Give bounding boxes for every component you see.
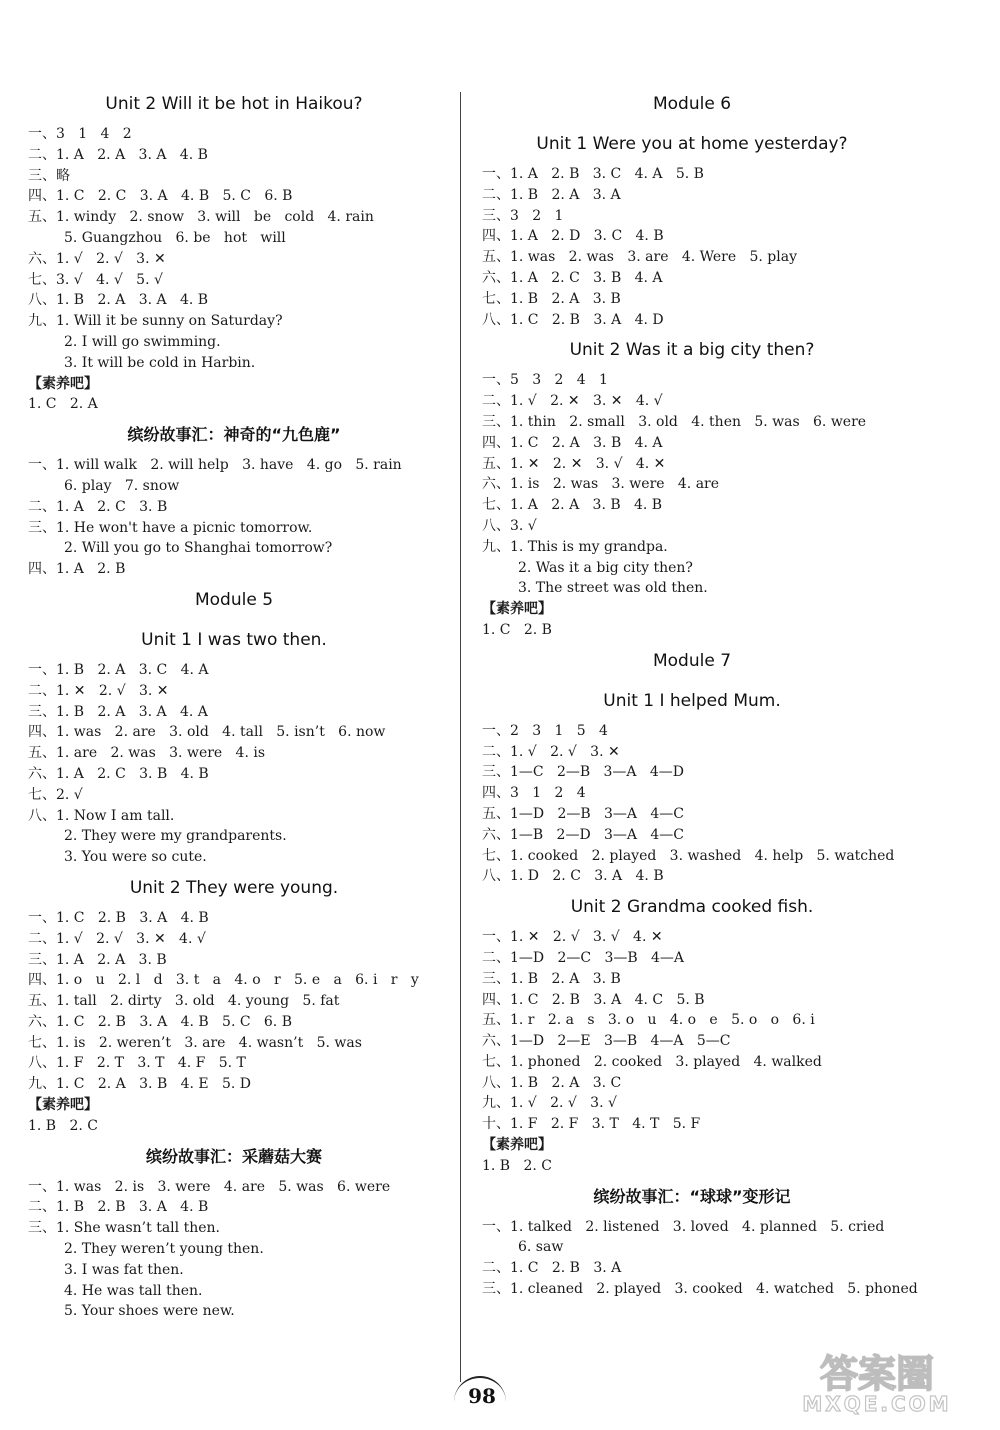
answer-line: 二、1. B 2. A 3. A [482,186,621,203]
answer-line: 七、1. A 2. A 3. B 4. B [482,497,663,514]
unit-title: Unit 2 They were young. [129,877,339,898]
answer-line-indent: 5. Guangzhou 6. be hot will [64,229,286,246]
answer-line: 六、1. C 2. B 3. A 4. B 5. C 6. B [28,1013,292,1030]
answer-line: 八、1. D 2. C 3. A 4. B [482,868,664,885]
column-divider [460,92,461,1382]
answer-line: 1. B 2. C [28,1117,98,1134]
answer-line: 一、1. talked 2. listened 3. loved 4. planned 5. cried [482,1218,885,1235]
answer-line-indent: 6. saw [518,1239,564,1256]
answer-line: 三、3 2 1 [482,207,564,224]
answer-line: 十、1. F 2. F 3. T 4. T 5. F [482,1116,701,1133]
unit2-haikou-section [28,84,440,415]
module-title: Module 5 [194,589,274,610]
answer-line: 二、1. √ 2. √ 3. ✕ [482,743,620,760]
answer-line-indent: 2. Was it a big city then? [518,559,693,576]
answer-line: 七、1. cooked 2. played 3. washed 4. help 5. watched [482,847,895,864]
answer-line-indent: 2. They were my grandparents. [64,828,287,845]
answer-line: 一、1. will walk 2. will help 3. have 4. go 5. rain [28,457,402,474]
answer-line: 四、1. C 2. B 3. A 4. C 5. B [482,991,705,1008]
unit-title: Unit 2 Was it a big city then? [569,340,815,361]
answer-line: 九、1. C 2. A 3. B 4. E 5. D [28,1076,251,1093]
answer-line: 一、1. A 2. B 3. C 4. A 5. B [482,166,704,182]
answer-line: 九、1. Will it be sunny on Saturday? [28,313,283,330]
story1-section [28,415,440,580]
answer-line: 六、1—D 2—E 3—B 4—A 5—C [482,1033,731,1050]
answer-line: 二、1—D 2—C 3—B 4—A [482,949,685,966]
answer-line: 1. C 2. B [482,621,552,638]
answer-line: 四、1. C 2. C 3. A 4. B 5. C 6. B [28,188,293,205]
answer-line: 八、1. Now I am tall. [28,807,175,824]
watermark-logo [772,1345,982,1417]
story3-section [482,1177,918,1300]
answer-line: 1. C 2. A [28,396,98,413]
answer-line: 五、1. was 2. was 3. are 4. Were 5. play [482,249,797,266]
answer-line: 二、1. C 2. B 3. A [482,1260,622,1277]
module-title: Module 7 [652,650,732,671]
answer-line-indent: 5. Your shoes were new. [64,1303,235,1320]
answer-line: 三、1. A 2. A 3. B [28,951,167,968]
right-column [482,84,918,1300]
answer-line: 四、1. A 2. B [28,561,126,578]
module5-section [28,580,440,1137]
answer-line: 八、1. B 2. A 3. C [482,1074,622,1091]
answer-line: 六、1—B 2—D 3—A 4—C [482,826,685,843]
answer-line: 一、1. ✕ 2. √ 3. √ 4. ✕ [482,929,663,946]
unit-title: Unit 2 Grandma cooked fish. [570,897,814,918]
answer-line-indent: 3. You were so cute. [64,849,207,866]
answer-line: 二、1. A 2. A 3. A 4. B [28,146,208,163]
answer-line: 八、1. C 2. B 3. A 4. D [482,311,664,328]
unit-title: Unit 2 Will it be hot in Haikou? [105,94,363,114]
answer-line: 一、2 3 1 5 4 [482,722,608,739]
answer-line: 一、1. B 2. A 3. C 4. A [28,661,209,678]
answer-line: 三、1. B 2. A 3. B [482,970,621,987]
module7-section [482,641,902,1177]
answer-line: 四、1. C 2. A 3. B 4. A [482,434,663,451]
page-number: 98 [452,1378,512,1414]
answer-line: 九、1. This is my grandpa. [482,538,668,555]
answer-line: 二、1. ✕ 2. √ 3. ✕ [28,682,169,699]
answer-line: 三、1—C 2—B 3—A 4—D [482,764,685,781]
answer-line: 二、1. B 2. B 3. A 4. B [28,1199,209,1216]
answer-line: 五、1—D 2—B 3—A 4—C [482,805,685,822]
answer-line: 三、1. She wasn’t tall then. [28,1220,220,1237]
answer-line: 六、1. is 2. was 3. were 4. are [482,476,720,493]
watermark-big: 答案圈 [819,1352,935,1396]
answer-line: 五、1. tall 2. dirty 3. old 4. young 5. fat [28,993,340,1010]
answer-line: 八、3. √ [482,517,537,534]
watermark-small: MXQE.COM [802,1392,952,1416]
answer-line-indent: 2. I will go swimming. [64,333,221,350]
answer-line: 一、1. was 2. is 3. were 4. are 5. was 6. were [28,1178,391,1195]
answer-line: 四、3 1 2 4 [482,785,586,802]
answer-line-indent: 2. Will you go to Shanghai tomorrow? [64,540,333,557]
literacy-tag: 【素养吧】 [28,375,98,392]
module-title: Module 6 [652,94,732,114]
answer-line: 五、1. r 2. a s 3. o u 4. o e 5. o o 6. i [482,1012,815,1029]
answer-line: 三、略 [28,167,70,184]
story-title: 缤纷故事汇：“球球”变形记 [593,1186,791,1206]
answer-line: 八、1. F 2. T 3. T 4. F 5. T [28,1055,246,1072]
answer-line: 四、1. o u 2. l d 3. t a 4. o r 5. e a 6. i r y [28,972,419,989]
story-title: 缤纷故事汇：神奇的“九色鹿” [127,425,341,445]
answer-line: 六、1. A 2. C 3. B 4. B [28,765,209,782]
module6-section [482,84,902,641]
answer-line: 五、1. windy 2. snow 3. will be cold 4. rain [28,209,374,226]
answer-line: 三、1. He won't have a picnic tomorrow. [28,519,313,536]
literacy-tag: 【素养吧】 [482,1137,552,1154]
answer-line: 三、1. B 2. A 3. A 4. A [28,703,208,720]
answer-line: 一、1. C 2. B 3. A 4. B [28,909,209,926]
answer-line: 七、2. √ [28,786,83,803]
answer-line: 五、1. are 2. was 3. were 4. is [28,745,266,762]
unit-title: Unit 1 Were you at home yesterday? [536,134,848,154]
answer-line: 五、1. ✕ 2. ✕ 3. √ 4. ✕ [482,455,666,472]
answer-line: 一、5 3 2 4 1 [482,372,608,389]
answer-line: 六、1. √ 2. √ 3. ✕ [28,250,166,267]
answer-line: 一、3 1 4 2 [28,126,132,142]
answer-line-indent: 3. I was fat then. [64,1261,184,1278]
answer-line: 四、1. was 2. are 3. old 4. tall 5. isn’t 6. now [28,724,386,741]
answer-line: 七、1. phoned 2. cooked 3. played 4. walked [482,1053,822,1070]
answer-line: 四、1. A 2. D 3. C 4. B [482,228,664,245]
answer-line: 七、1. is 2. weren’t 3. are 4. wasn’t 5. was [28,1034,362,1051]
answer-line: 二、1. A 2. C 3. B [28,498,168,515]
answer-line: 七、3. √ 4. √ 5. √ [28,271,163,288]
answer-line: 二、1. √ 2. ✕ 3. ✕ 4. √ [482,393,663,410]
answer-line-indent: 6. play 7. snow [64,477,180,494]
answer-line-indent: 2. They weren’t young then. [64,1241,264,1258]
story-title: 缤纷故事汇：采蘑菇大赛 [145,1146,322,1166]
literacy-tag: 【素养吧】 [482,601,552,618]
answer-line: 三、1. cleaned 2. played 3. cooked 4. watched 5. phoned [482,1281,918,1298]
answer-line: 八、1. B 2. A 3. A 4. B [28,292,209,309]
answer-line: 1. B 2. C [482,1157,552,1174]
answer-line-indent: 3. The street was old then. [518,580,708,597]
unit-title: Unit 1 I helped Mum. [603,690,781,711]
answer-line: 七、1. B 2. A 3. B [482,290,621,307]
answer-line: 九、1. √ 2. √ 3. √ [482,1095,617,1112]
unit-title: Unit 1 I was two then. [141,629,327,650]
answer-line-indent: 4. He was tall then. [64,1282,203,1299]
answer-line: 三、1. thin 2. small 3. old 4. then 5. was 6. were [482,413,867,430]
answer-line: 六、1. A 2. C 3. B 4. A [482,269,663,286]
story2-section [28,1137,440,1323]
left-column [28,84,440,1322]
literacy-tag: 【素养吧】 [28,1097,98,1114]
answer-line-indent: 3. It will be cold in Harbin. [64,354,256,371]
answer-line: 二、1. √ 2. √ 3. ✕ 4. √ [28,930,206,947]
